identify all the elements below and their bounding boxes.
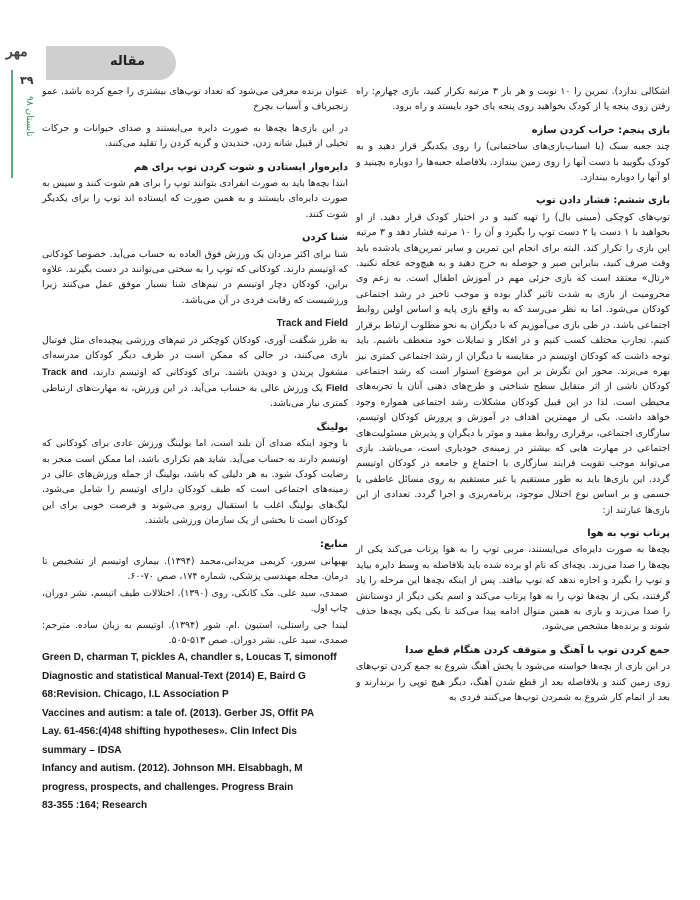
track-field-text-part-1: به طرز شگفت آوری، کودکان کوچکتر در تیم‌های ورزشی پیچیده‌ای مثل فوتبال بازی می‌کنند، در حالی که ممکن است در طرف دیگر کودکان مدرسه‌ای مشغول پریدن و دویدن باشند. برای کودکانی که اوتیسم دارند، [42, 334, 348, 378]
reference-en: 68:Revision. Chicago, I.L Association P [42, 689, 229, 701]
reference-en: progress, prospects, and challenges. Progress Brain [42, 781, 294, 793]
page-number: ۳۹ [20, 74, 34, 87]
track-field-inline-term: Track and Field [42, 365, 348, 393]
section-header-tab [46, 46, 176, 80]
game-5-text: چند جعبه سبک (یا اسباب‌بازی‌های ساختمانی) را روی یکدیگر قرار دهید و به کودک بگویید با دست آنها را روی زمین بیندازد. بلافاصله جعبه‌ها را دوباره بچینید و او آنها را دوباره بیندازد. [356, 141, 670, 184]
reference-en: Lay. 61-456:(4)48 shifting hypotheses». Clin Infect Dis [42, 726, 297, 738]
music-ball-title: جمع کردن توپ با آهنگ و متوقف کردن هنگام قطع صدا [405, 644, 670, 656]
references-title: منابع: [319, 538, 348, 550]
game-6-text: توپ‌های کوچکی (میینی بال) را تهیه کنید و در اختیار کودک قرار دهید. از او بخواهید با ۱ دست یا ۲ دست توپ را بگیرد و آن را ۱۰ مرتبه فشار دهد و ۳ مرتبه این بازی را تکرار کند. البته برای انجام این تمرین و سایر تمرین‌های یادشده باید وقت صرف کنید، بنابراین صبر و حوصله به خرج دهید و به هیچ‌وجه عجله نکنید. «رتال» معتقد است که بازی جزئی مهم در آموزش اطفال است. به زعم وی محرومیت از بازی به شدت تاثیر گذار بوده و موجب تاخیر در رشد اجتماعی کودکان می‌شود. اما به نظر می‌رسد که به واقع بازی پایه و اساس اولین روابط اجتماعی باشد. در طی بازی می‌آموزیم که با دیگران به نحو مطلوب ارتباط برقرار کنیم. تجارب مختلف کسب کنیم و در افکار و تمایلات خود منعطف باشیم. باید توجه داشت که کودکان اوتیسم در مقایسه با دیگران از رشد اجتماعی کمتری نیز بهره می‌برند. محور این نگرش بر این موضوع استوار است که رشد اجتماعی کودکان ناشی از اثر متقابل سطح شناختی و طرح‌های ذهنی آنان با تجربه‌های محیطی است. لذا در این قبیل کودکان مشکلات رشد اجتماعی همواره وجود خواهد داشت. یکی از مهمترین اهداف در آموزش و پرورش کودکان اوتیسم، سازگاری اجتماعی، برقراری روابط مفید و موثر با دیگران و پذیرش مسئولیت‌های اجتماعی در مهارت هایی که بیشتر در زمینه‌ی خودیاری است، می‌باشد. بازی می‌تواند موجب تقویت فرایند سازگاری با اجتماع و جامعه در کودکان اوتیسم گردد. این بازی‌ها باید به طور مستقیم یا غیر مستقیم به روی مسائل عاطفی یا جسمی و بر اساس نوع اختلال موجود، برنامه‌ریزی و اجرا گردد. تعدادی از این بازی‌ها عبارتند از: [356, 211, 670, 516]
reference-en: summary – IDSA [42, 744, 122, 756]
section-label: مقاله [110, 54, 146, 69]
magazine-logo: مهر [6, 44, 28, 60]
track-field-text-part-2: یک ورزش عالی به حساب می‌آید. در این ورزش، به مهارت‌های ارتباطی کمتری نیاز می‌باشد. [42, 382, 348, 410]
reference-en: Green D, charman T, pickles A, chandler s, Loucas T, simonoff [42, 652, 337, 664]
right-column [356, 84, 670, 711]
left-paragraph-2: در این بازی‌ها بچه‌ها به صورت دایره می‌ایستند و صدای حیوانات و حرکات تخیلی از قبیل شانه زدن، خندیدن و گریه کردن را تقلید می‌کنند. [42, 122, 348, 150]
bowling-text: با وجود اینکه صدای آن بلند است، اما بولینگ ورزش عادی برای کودکانی که اوتیسم دارند به حساب می‌آید. شاید هم تکراری باشد، اما ممکن است منجر به رضایت کودک شود. به هر دلیلی که باشد، بولینگ از جمله ورزش‌های عالی در زمینه‌های اجتماعی است که طیف کودکان دارای اوتیسم را شامل می‌شود. لیگ‌های بولینگ اغلب با استقبال روبرو می‌شوند و فرصت خوبی برای این کودکان است تا بخشی از یک سازمان ورزشی باشند. [42, 438, 348, 527]
reference-fa: بهبهانی سرور، کریمی مریدانی،محمد (۱۳۹۴). بیماری اوتیسم از تشخیص تا درمان. مجله مهندسی پزشکی، شماره ۱۷۴، صص ۷۰-۶۰. [42, 555, 349, 583]
left-paragraph-1: عنوان برنده معرفی می‌شود که تعداد توپ‌های بیشتری را جمع کرده باشد. عمو زنجیرباف و آسیاب بچرخ [42, 86, 348, 113]
reference-en: Diagnostic and statistical Manual-Text (2014) E, Baird G [42, 670, 306, 682]
game-5-title: بازی پنجم: خراب کردن سازه [531, 124, 670, 136]
ball-toss-text: بچه‌ها به صورت دایره‌ای می‌ایستند، مربی توپ را به هوا پرتاب می‌کند یکی از بچه‌ها را صدا می‌زند. بچه‌ای که نام او برده شده باید بلافاصله به وسط دایره بیاید و توپ را بگیرد و اجازه ندهد که توپ بیافتد. پس از اینکه بچه‌ها این مرحله را یاد گرفتند، یکی از بچه‌ها توپ را به هوا پرتاب می‌کند و اسم یکی دیگر از دوستانش را صدا می‌زند و بازی به همین منوال ادامه پیدا می‌کند تا یکی یکی بچه‌ها حذف شوند و برنده‌ها مشخص می‌شود. [356, 544, 670, 633]
track-field-title: Track and Field [276, 318, 348, 330]
ball-toss-title: پرتاب توپ به هوا [587, 527, 670, 539]
reference-en: Vaccines and autism: a tale of. (2013). Gerber JS, Offit PA [42, 707, 315, 719]
circle-kick-title: دایره‌وار ایستادن و شوت کردن توپ برای هم [133, 161, 348, 173]
issue-label: تابستان ۹۸ [24, 96, 34, 137]
left-column [42, 84, 348, 816]
reference-fa: صمدی، سید علی. مک کانکی، روی (۱۳۹۰). اختلالات طیف اتیسم، نشر دوران، چاپ اول. [42, 587, 348, 615]
reference-fa: لیندا جی راستلی، استیون .ام. شور (۱۳۹۴). اوتیسم به زبان ساده. مترجم: صمدی، سید علی. نشر دوران. صص ۵۱۳-۵۰۵. [42, 619, 349, 646]
track-field-text [42, 333, 348, 412]
circle-kick-text: ابتدا بچه‌ها باید به صورت انفرادی بتوانند توپ را برای هم شوت کنند و سپس به صورت دایره‌ای بایستند و به همین صورت که ایستاده اند توپ را برای یکدیگر شوت کنند. [42, 178, 348, 220]
swimming-text: شنا برای اکثر مردان یک ورزش فوق العاده به حساب می‌آید. خصوصا کودکانی که اوتیسم دارند. کودکانی که توپ را به سختی می‌توانند در دست بگیرند. علاوه براین، کودکان دچار اوتیسم در تیم‌های شنا بسیار موفق عمل می‌کنند زیرا ورزشیست که رقابت فردی در آن می‌باشد. [42, 248, 348, 306]
right-intro-paragraph: اشکالی ندارد). تمرین را ۱۰ نوبت و هر بار ۳ مرتبه تکرار کنید. بازی چهارم: راه رفتن روی پنجه پا از کودک بخواهید روی پنجه پای خود بایستد و راه برود. [356, 86, 670, 113]
swimming-title: شنا کردن [302, 232, 348, 244]
bowling-title: بولینگ [316, 421, 348, 433]
music-ball-text: در این بازی از بچه‌ها خواسته می‌شود با پخش آهنگ شروع به جمع کردن توپ‌های روی زمین کنند و بلافاصله بعد از قطع شدن آهنگ، دیگر هیچ توپی را برندارند و بعد از اتمام کار شروع به شمردن توپ‌ها می‌کنند فردی به [356, 661, 670, 704]
reference-en: Infancy and autism. (2012). Johnson MH. Elsabbagh, M [42, 763, 303, 775]
game-6-title: بازی ششم: فشار دادن توپ [536, 195, 670, 207]
reference-en: 83-355 :164; Research [42, 800, 148, 812]
